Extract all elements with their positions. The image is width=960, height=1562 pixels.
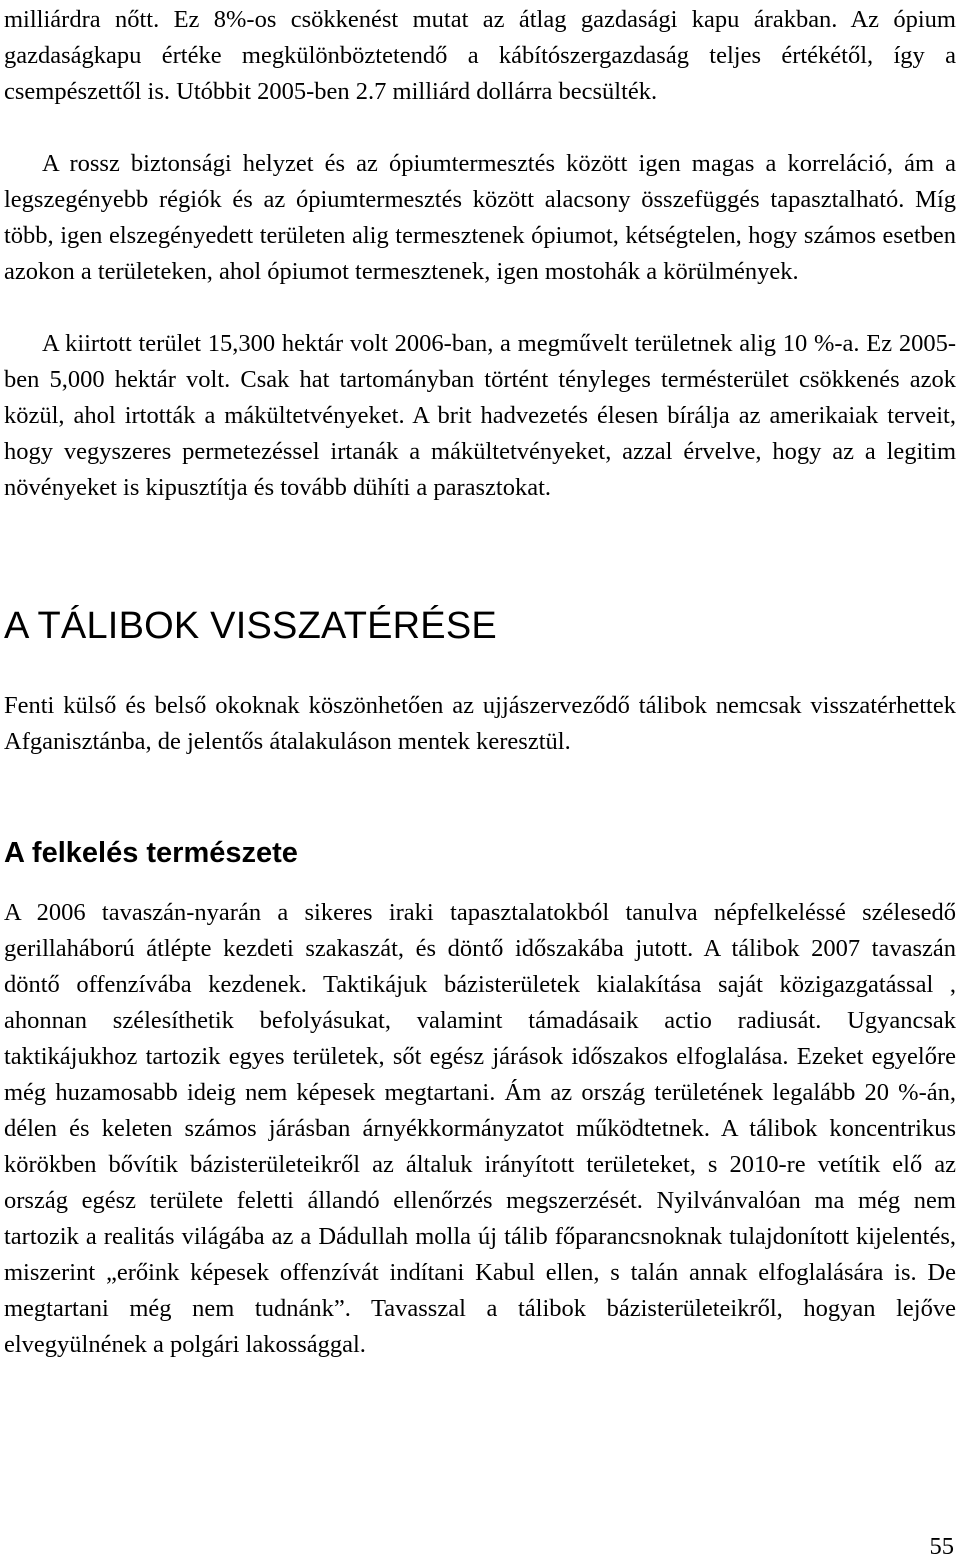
- subsection-title: A felkelés természete: [4, 837, 298, 869]
- paragraph-security-correlation: A rossz biztonsági helyzet és az ópiumtermesztés között igen magas a korreláció, ám a legszegényebb régiók és az ópiumtermesztés között alacsony összefüggés tapasztalható. Míg több, igen elszegényedett területen alig termesztenek ópiumot, kétségtelen, hogy számos esetben azokon a területeken, ahol ópiumot termesztenek, igen mostohák a körülmények.: [4, 150, 956, 285]
- paragraph-opium-value: milliárdra nőtt. Ez 8%-os csökkenést mutat az átlag gazdasági kapu árakban. Az ópium gazdaságkapu értéke megkülönböztetendő a kábítószergazdaság teljes értékétől, így a csempészettől is. Utóbbit 2005-ben 2.7 milliárd dollárra becsülték.: [4, 6, 956, 105]
- paragraph-taliban-return: Fenti külső és belső okoknak köszönhetően az ujjászerveződő tálibok nemcsak visszatérhettek Afganisztánba, de jelentős átalakuláson mentek keresztül.: [4, 692, 956, 755]
- paragraph-insurgency-nature: A 2006 tavaszán-nyarán a sikeres iraki tapasztalatokból tanulva népfelkeléssé szélesedő gerillaháború átlépte kezdeti szakaszát, és döntő időszakába jutott. A tálibok 2007 tavaszán döntő offenzívába kezdenek. Taktikájuk bázisterületek kialakítása saját közigazgatással , ahonnan szélesíthetik befolyásukat, valamint támadásaik actio radiusát. Ugyancsak taktikájukhoz tartozik egyes területek, sőt egész járások időszakos elfoglalása. Ezeket egyelőre még huzamosabb ideig nem képesek megtartani. Ám az ország területének legalább 20 %-án, délen és keleten számos járásban árnyékkormányzatot működtetnek. A tálibok koncentrikus körökben bővítik bázisterületeikről az általuk irányított területeket, s 2010-re vetítik elő az ország egész területe feletti állandó ellenőrzés megszerzését. Nyilvánvalóan ma még nem tartozik a realitás világába az a Dádullah molla új tálib főparancsnoknak tulajdonított kijelentés, miszerint „erőink képesek offenzívát indítani Kabul ellen, s talán annak elfoglalására is. De megtartani még nem tudnánk”. Tavasszal a tálibok bázisterületeikről, hogyan lejőve elvegyülnének a polgári lakossággal.: [4, 899, 956, 1358]
- section-title: A TÁLIBOK VISSZATÉRÉSE: [4, 605, 497, 647]
- paragraph-eradicated-area: A kiirtott terület 15,300 hektár volt 2006-ban, a megművelt területnek alig 10 %-a. Ez 2005-ben 5,000 hektár volt. Csak hat tartományban történt tényleges termésterület csökkenés azok közül, ahol irtották a mákültetvényeket. A brit hadvezetés élesen bírálja az amerikaiak terveit, hogy vegyszeres permetezéssel irtanák a mákültetvényeket, azzal érvelve, hogy az a legitim növényeket is kipusztítja és tovább dühíti a parasztokat.: [4, 330, 956, 501]
- page-number: 55: [929, 1533, 954, 1560]
